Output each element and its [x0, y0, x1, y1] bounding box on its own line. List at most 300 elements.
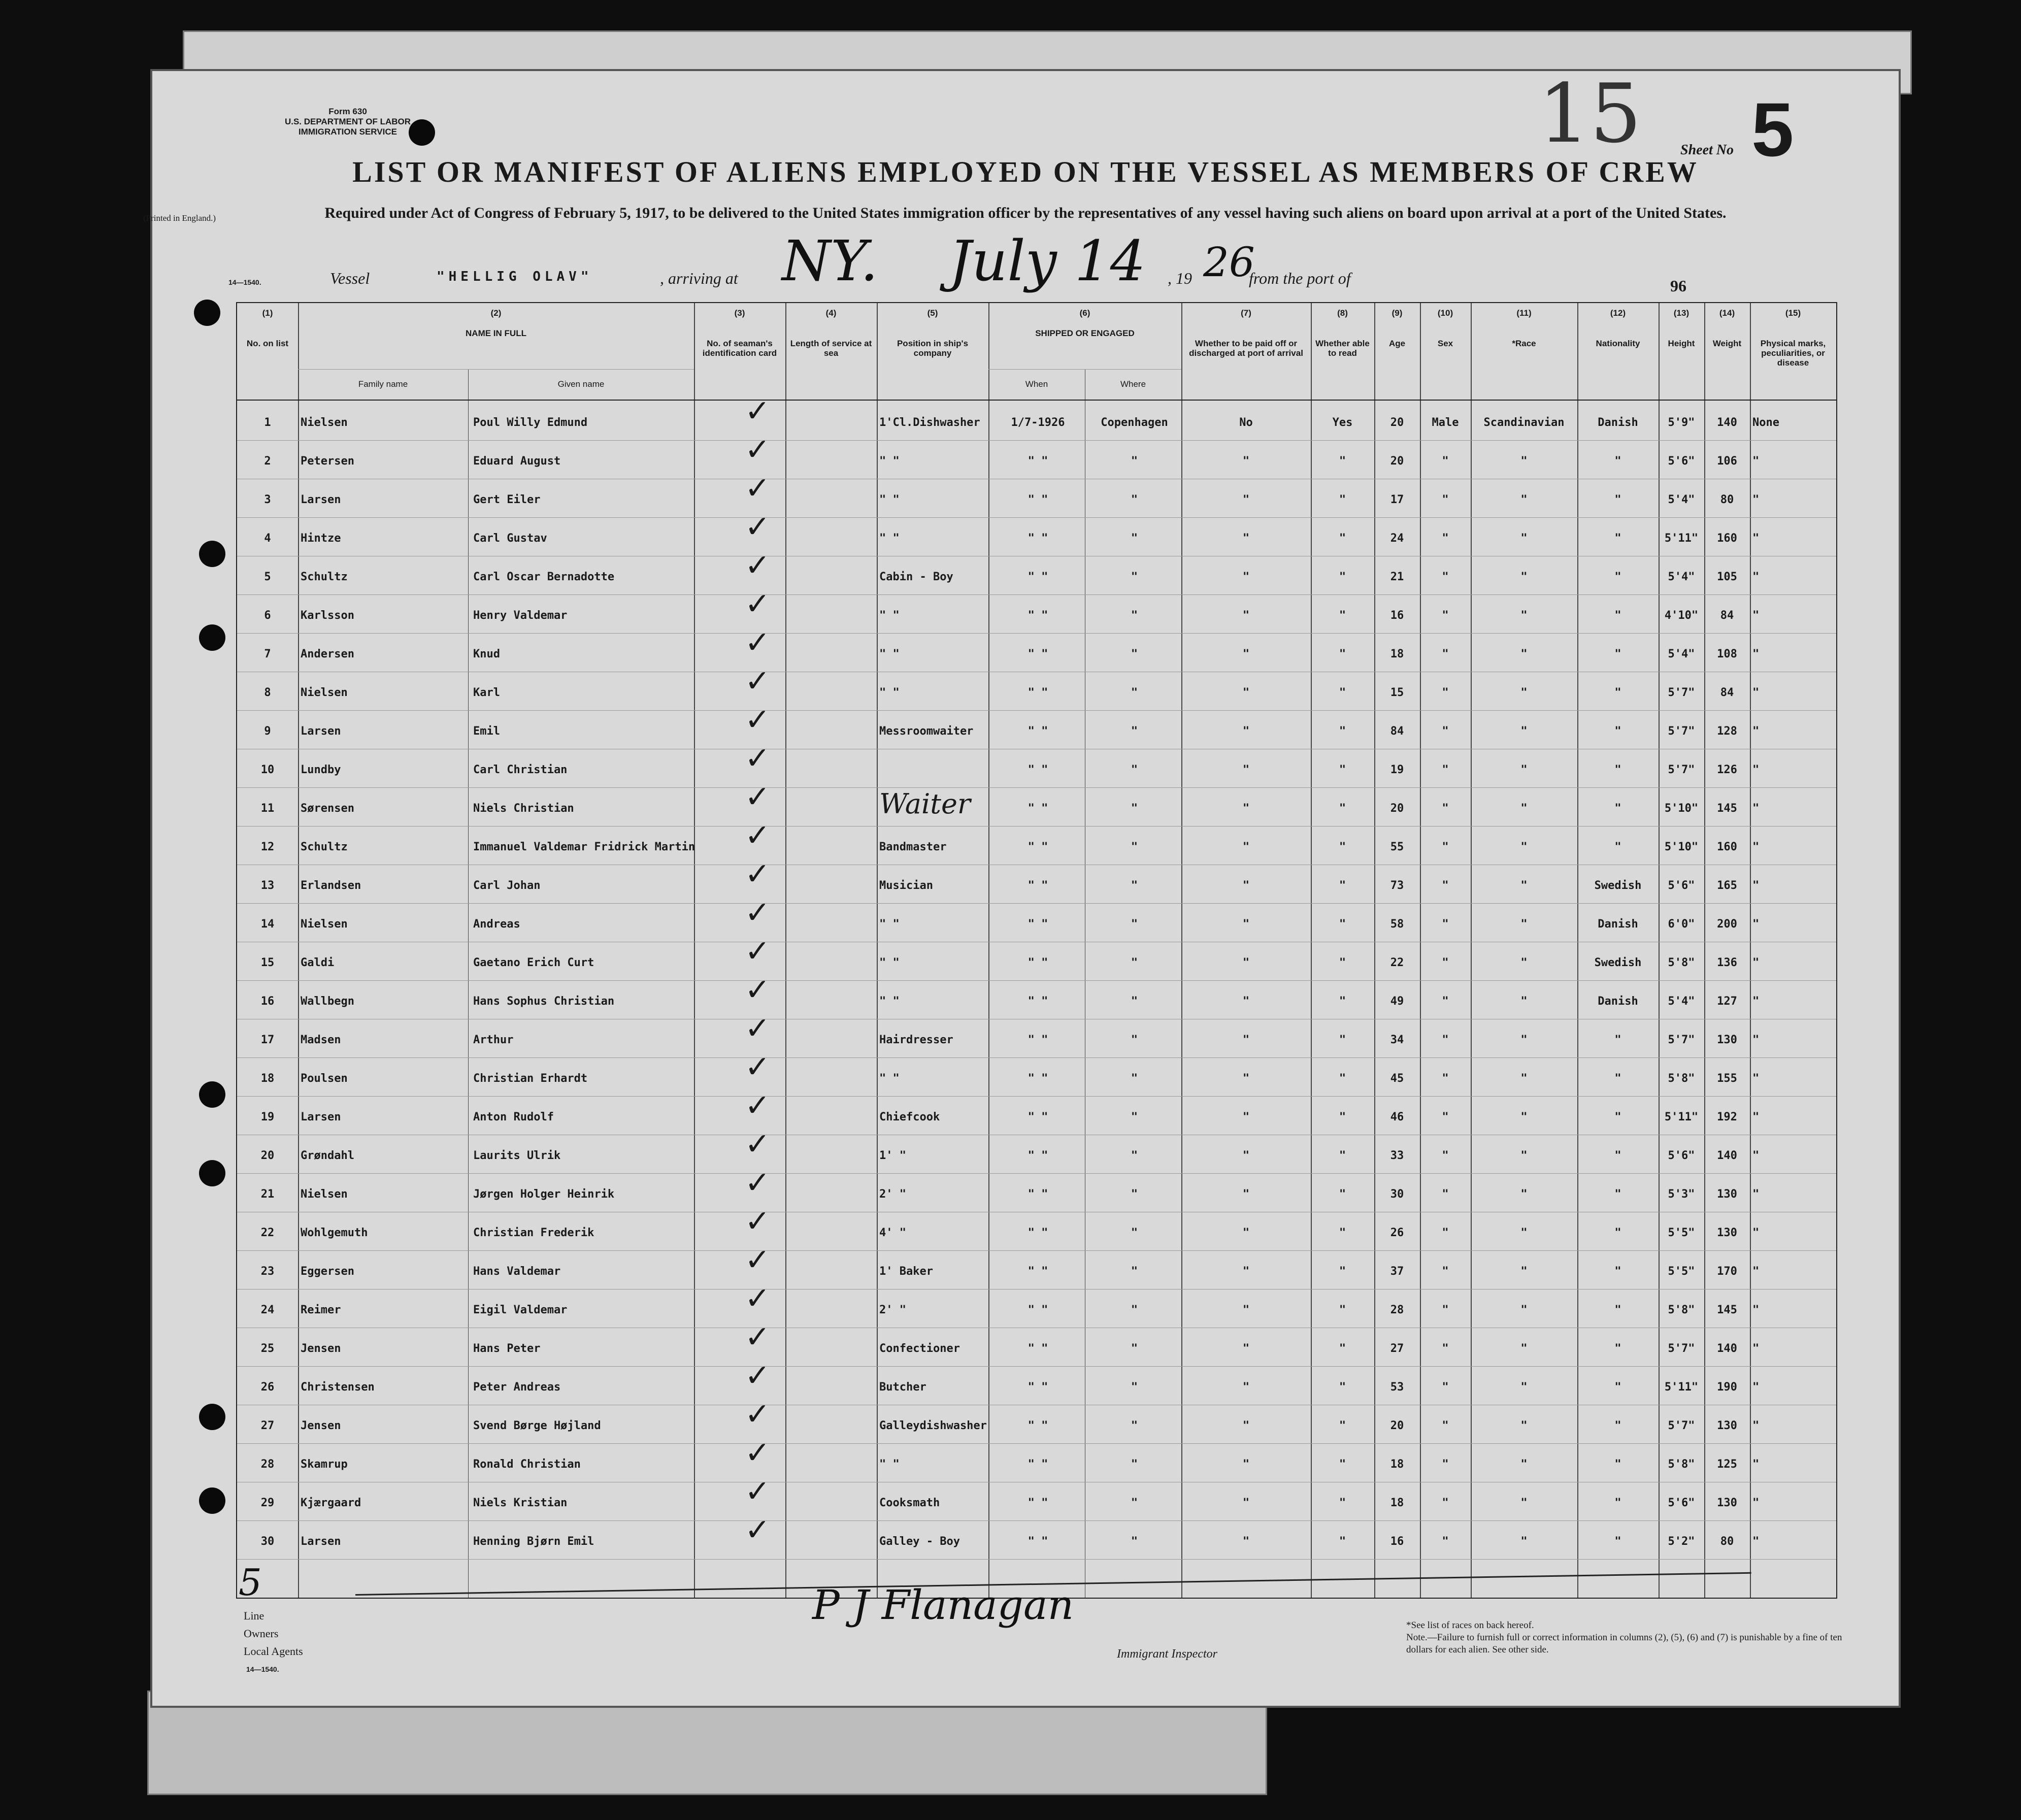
cell-nationality: " — [1614, 1149, 1621, 1162]
cell-given: Eigil Valdemar — [473, 1304, 568, 1316]
department-label: U.S. DEPARTMENT OF LABOR — [284, 117, 411, 126]
cell-where: " — [1131, 1342, 1138, 1355]
check-mark: ✓ — [745, 1242, 771, 1278]
column-subheader: Family name — [358, 379, 408, 389]
cell-sex: " — [1442, 725, 1449, 738]
cell-family: Skamrup — [301, 1458, 348, 1471]
cell-weight: 84 — [1720, 609, 1734, 622]
cell-sex: " — [1442, 1458, 1449, 1471]
cell-given: Laurits Ulrik — [473, 1149, 561, 1162]
cell-height: 5'4" — [1668, 995, 1695, 1008]
cell-age: 20 — [1390, 416, 1404, 429]
cell-race: " — [1520, 918, 1528, 931]
cell-sex: " — [1442, 1072, 1449, 1085]
table-row — [237, 432, 1836, 479]
year-handwritten: 26 — [1203, 239, 1255, 286]
cell-given: Svend Børge Højland — [473, 1419, 601, 1432]
page-subtitle: Required under Act of Congress of February 5, 1917, to be delivered to the United States immigration officer by the representatives of any vessel having such aliens on board upon arrival at a port of the United States. — [324, 205, 1727, 221]
cell-read: " — [1339, 1497, 1346, 1509]
cell-sex: " — [1442, 532, 1449, 545]
cell-nationality: " — [1614, 1458, 1621, 1471]
cell-race: " — [1520, 1535, 1528, 1548]
year-prefix: , 19 — [1168, 269, 1192, 287]
cell-age: 84 — [1390, 725, 1404, 738]
cell-position: " " — [879, 995, 900, 1008]
cell-sex: " — [1442, 1034, 1449, 1046]
cell-where: " — [1131, 841, 1138, 853]
column-number: (7) — [1241, 308, 1251, 318]
column-header: No. of seaman's identification card — [702, 339, 777, 358]
check-mark: ✓ — [745, 1049, 771, 1085]
cell-read: " — [1339, 1149, 1346, 1162]
cell-weight: 165 — [1717, 879, 1737, 892]
cell-nationality: " — [1614, 1072, 1621, 1085]
cell-family: Larsen — [301, 1111, 341, 1123]
cell-marks: " — [1752, 686, 1760, 699]
cell-age: 49 — [1390, 995, 1404, 1008]
cell-sex: " — [1442, 493, 1449, 506]
cell-position: Galley - Boy — [879, 1535, 960, 1548]
table-row — [237, 1319, 1836, 1367]
cell-nationality: " — [1614, 686, 1621, 699]
cell-sex: " — [1442, 686, 1449, 699]
cell-where: " — [1131, 956, 1138, 969]
cell-when: " " — [1028, 609, 1048, 622]
cell-weight: 128 — [1717, 725, 1737, 738]
cell-sex: " — [1442, 571, 1449, 583]
cell-family: Kjærgaard — [301, 1497, 361, 1509]
cell-family: Schultz — [301, 841, 348, 853]
cell-race: " — [1520, 841, 1528, 853]
check-mark: ✓ — [745, 1088, 771, 1123]
table-row — [237, 1474, 1836, 1521]
cell-marks: " — [1752, 648, 1760, 660]
cell-weight: 160 — [1717, 532, 1737, 545]
cell-paid-off: " — [1242, 1265, 1250, 1278]
cell-position: Confectioner — [879, 1342, 960, 1355]
column-number: (10) — [1437, 308, 1453, 318]
cell-family: Nielsen — [301, 1188, 348, 1201]
punch-hole — [199, 1081, 225, 1108]
cell-marks: " — [1752, 918, 1760, 931]
cell-no: 30 — [260, 1535, 275, 1548]
cell-marks: " — [1752, 1034, 1760, 1046]
cell-read: " — [1339, 1381, 1346, 1394]
column-number: (11) — [1516, 308, 1532, 318]
check-mark: ✓ — [745, 856, 771, 892]
cell-nationality: " — [1614, 1188, 1621, 1201]
column-header: Physical marks, peculiarities, or disease — [1760, 339, 1826, 368]
table-row — [237, 1204, 1836, 1251]
vessel-name: "HELLIG OLAV" — [437, 269, 593, 284]
cell-weight: 125 — [1717, 1458, 1737, 1471]
check-mark: ✓ — [745, 1011, 771, 1046]
cell-when: " " — [1028, 802, 1048, 815]
cell-position: " " — [879, 956, 900, 969]
cell-when: " " — [1028, 1458, 1048, 1471]
cell-no: 9 — [264, 725, 271, 738]
cell-weight: 190 — [1717, 1381, 1737, 1394]
cell-position: " " — [879, 1072, 900, 1085]
inspector-label: Immigrant Inspector — [1117, 1647, 1217, 1661]
cell-age: 37 — [1390, 1265, 1404, 1278]
cell-family: Karlsson — [301, 609, 354, 622]
cell-read: " — [1339, 1111, 1346, 1123]
cell-weight: 80 — [1720, 493, 1734, 506]
cell-sex: " — [1442, 764, 1449, 776]
cell-position: 2' " — [879, 1304, 906, 1316]
column-header: Whether to be paid off or discharged at port of arrival — [1189, 339, 1303, 358]
cell-where: " — [1131, 725, 1138, 738]
cell-weight: 145 — [1717, 802, 1737, 815]
cell-family: Wohlgemuth — [301, 1227, 368, 1239]
cell-height: 6'0" — [1668, 918, 1695, 931]
table-row — [237, 741, 1836, 788]
cell-paid-off: " — [1242, 995, 1250, 1008]
cell-height: 5'3" — [1668, 1188, 1695, 1201]
cell-nationality: Danish — [1598, 918, 1638, 931]
cell-marks: None — [1752, 416, 1779, 429]
table-row — [237, 471, 1836, 518]
vessel-label: Vessel — [330, 269, 370, 287]
cell-paid-off: " — [1242, 802, 1250, 815]
cell-weight: 130 — [1717, 1497, 1737, 1509]
cell-paid-off: " — [1242, 1111, 1250, 1123]
cell-when: " " — [1028, 841, 1048, 853]
cell-family: Jensen — [301, 1419, 341, 1432]
cell-position: " " — [879, 1458, 900, 1471]
cell-where: " — [1131, 609, 1138, 622]
cell-where: " — [1131, 1535, 1138, 1548]
cell-paid-off: " — [1242, 1535, 1250, 1548]
cell-age: 18 — [1390, 1458, 1404, 1471]
cell-race: " — [1520, 995, 1528, 1008]
cell-read: Yes — [1332, 416, 1353, 429]
cell-age: 24 — [1390, 532, 1404, 545]
cell-height: 5'4" — [1668, 493, 1695, 506]
cell-age: 73 — [1390, 879, 1404, 892]
cell-weight: 130 — [1717, 1188, 1737, 1201]
cell-position: " " — [879, 532, 900, 545]
cell-position: Chiefcook — [879, 1111, 940, 1123]
column-number: (14) — [1719, 308, 1735, 318]
cell-family: Madsen — [301, 1034, 341, 1046]
cell-height: 5'7" — [1668, 764, 1695, 776]
cell-marks: " — [1752, 532, 1760, 545]
cell-no: 22 — [260, 1227, 275, 1239]
cell-race: " — [1520, 1188, 1528, 1201]
cell-given: Gert Eiler — [473, 493, 541, 506]
cell-where: " — [1131, 1072, 1138, 1085]
cell-race: " — [1520, 1149, 1528, 1162]
table-row — [237, 1088, 1836, 1135]
cell-sex: " — [1442, 1497, 1449, 1509]
cell-race: " — [1520, 1265, 1528, 1278]
cell-given: Jørgen Holger Heinrik — [473, 1188, 615, 1201]
check-mark: ✓ — [745, 1512, 771, 1548]
cell-where: " — [1131, 802, 1138, 815]
cell-age: 17 — [1390, 493, 1404, 506]
cell-nationality: " — [1614, 1227, 1621, 1239]
cell-read: " — [1339, 725, 1346, 738]
cell-family: Schultz — [301, 571, 348, 583]
column-number: (9) — [1391, 308, 1403, 318]
cell-when: " " — [1028, 879, 1048, 892]
cell-marks: " — [1752, 1381, 1760, 1394]
cell-when: " " — [1028, 1188, 1048, 1201]
cell-paid-off: " — [1242, 1188, 1250, 1201]
cell-sex: " — [1442, 918, 1449, 931]
cell-age: 20 — [1390, 802, 1404, 815]
cell-weight: 192 — [1717, 1111, 1737, 1123]
service-label: IMMIGRATION SERVICE — [299, 127, 397, 137]
punch-hole — [199, 541, 225, 567]
cell-height: 5'2" — [1668, 1535, 1695, 1548]
cell-marks: " — [1752, 1535, 1760, 1548]
stamp-number: 96 — [1670, 277, 1686, 295]
cell-sex: " — [1442, 1535, 1449, 1548]
table-row — [237, 1435, 1836, 1482]
cell-family: Grøndahl — [301, 1149, 354, 1162]
cell-no: 4 — [264, 532, 271, 545]
check-mark: ✓ — [745, 664, 771, 699]
cell-position: 2' " — [879, 1188, 906, 1201]
cell-race: " — [1520, 609, 1528, 622]
table-row — [237, 934, 1836, 981]
cell-marks: " — [1752, 1304, 1760, 1316]
form-label: Form 630 — [328, 107, 367, 116]
arrival-handwritten: NY. July 14 — [782, 228, 1146, 293]
cell-race: " — [1520, 1342, 1528, 1355]
cell-age: 21 — [1390, 571, 1404, 583]
local-agents-label: Local Agents — [244, 1645, 303, 1658]
check-mark: ✓ — [745, 934, 771, 969]
cell-marks: " — [1752, 455, 1760, 468]
cell-when: " " — [1028, 1497, 1048, 1509]
cell-family: Andersen — [301, 648, 354, 660]
cell-height: 5'8" — [1668, 1458, 1695, 1471]
column-number: (6) — [1079, 308, 1090, 318]
cell-sex: " — [1442, 1111, 1449, 1123]
cell-race: " — [1520, 1072, 1528, 1085]
cell-age: 30 — [1390, 1188, 1404, 1201]
cell-marks: " — [1752, 1072, 1760, 1085]
cell-position: " " — [879, 918, 900, 931]
cell-when: " " — [1028, 1034, 1048, 1046]
cell-given: Ronald Christian — [473, 1458, 581, 1471]
cell-given: Hans Peter — [473, 1342, 541, 1355]
cell-paid-off: " — [1242, 1304, 1250, 1316]
cell-family: Reimer — [301, 1304, 341, 1316]
cell-weight: 108 — [1717, 648, 1737, 660]
cell-read: " — [1339, 1034, 1346, 1046]
cell-race: " — [1520, 1458, 1528, 1471]
cell-read: " — [1339, 1458, 1346, 1471]
cell-no: 17 — [260, 1034, 275, 1046]
cell-when: " " — [1028, 1381, 1048, 1394]
cell-paid-off: " — [1242, 686, 1250, 699]
cell-weight: 105 — [1717, 571, 1737, 583]
cell-race: " — [1520, 1497, 1528, 1509]
cell-height: 5'6" — [1668, 1497, 1695, 1509]
cell-family: Galdi — [301, 956, 335, 969]
cell-family: Eggersen — [301, 1265, 354, 1278]
count-handwritten: 5 — [239, 1561, 262, 1604]
back-sheet-bottom — [147, 1691, 1267, 1795]
cell-sex: " — [1442, 995, 1449, 1008]
cell-position: Cooksmath — [879, 1497, 940, 1509]
cell-no: 12 — [260, 841, 275, 853]
cell-no: 6 — [264, 609, 271, 622]
check-mark: ✓ — [745, 548, 771, 583]
cell-given: Poul Willy Edmund — [473, 416, 588, 429]
cell-given: Emil — [473, 725, 500, 738]
column-header: Weight — [1712, 339, 1742, 348]
cell-given: Hans Valdemar — [473, 1265, 561, 1278]
cell-marks: " — [1752, 1342, 1760, 1355]
cell-when: " " — [1028, 571, 1048, 583]
line-label: Line — [244, 1609, 264, 1622]
cell-height: 5'6" — [1668, 455, 1695, 468]
cell-paid-off: " — [1242, 1227, 1250, 1239]
cell-nationality: " — [1614, 1381, 1621, 1394]
cell-no: 25 — [260, 1342, 275, 1355]
column-number: (4) — [825, 308, 837, 318]
cell-given: Henry Valdemar — [473, 609, 568, 622]
cell-race: " — [1520, 802, 1528, 815]
column-subheader: Given name — [557, 379, 605, 389]
cell-weight: 140 — [1717, 1149, 1737, 1162]
check-mark: ✓ — [745, 1204, 771, 1239]
check-mark: ✓ — [745, 1435, 771, 1471]
cell-family: Nielsen — [301, 416, 348, 429]
form-heading — [195, 107, 500, 137]
table-row — [237, 1127, 1836, 1174]
cell-nationality: " — [1614, 1535, 1621, 1548]
column-number: (12) — [1610, 308, 1626, 318]
cell-when: " " — [1028, 1342, 1048, 1355]
table-row — [237, 856, 1836, 904]
table-row — [237, 1011, 1836, 1058]
cell-nationality: " — [1614, 764, 1621, 776]
column-number: (1) — [262, 308, 273, 318]
cell-position: 1'Cl.Dishwasher — [879, 416, 980, 429]
column-subheader: Where — [1120, 379, 1146, 389]
cell-no: 23 — [260, 1265, 275, 1278]
cell-family: Wallbegn — [301, 995, 354, 1008]
cell-race: " — [1520, 1034, 1528, 1046]
cell-paid-off: " — [1242, 609, 1250, 622]
cell-when: " " — [1028, 1419, 1048, 1432]
cell-height: 5'8" — [1668, 956, 1695, 969]
owners-label: Owners — [244, 1627, 279, 1640]
cell-age: 58 — [1390, 918, 1404, 931]
cell-paid-off: " — [1242, 1458, 1250, 1471]
cell-where: " — [1131, 918, 1138, 931]
cell-position: 1' " — [879, 1149, 906, 1162]
cell-no: 14 — [260, 918, 275, 931]
cell-race: " — [1520, 1227, 1528, 1239]
table-row — [237, 1512, 1836, 1560]
column-header: Age — [1388, 339, 1406, 348]
cell-race: Scandinavian — [1483, 416, 1565, 429]
cell-age: 20 — [1390, 455, 1404, 468]
check-mark: ✓ — [745, 509, 771, 545]
cell-sex: " — [1442, 1304, 1449, 1316]
cell-weight: 155 — [1717, 1072, 1737, 1085]
cell-weight: 127 — [1717, 995, 1737, 1008]
cell-read: " — [1339, 532, 1346, 545]
cell-nationality: " — [1614, 1342, 1621, 1355]
cell-nationality: Swedish — [1594, 956, 1642, 969]
cell-given: Carl Christian — [473, 764, 568, 776]
cell-given: Carl Gustav — [473, 532, 547, 545]
cell-age: 16 — [1390, 1535, 1404, 1548]
check-mark: ✓ — [745, 393, 771, 429]
cell-given: Niels Christian — [473, 802, 574, 815]
cell-no: 29 — [260, 1497, 275, 1509]
table-row — [237, 625, 1836, 672]
cell-family: Larsen — [301, 493, 341, 506]
cell-when: 1/7-1926 — [1011, 416, 1065, 429]
table-row — [237, 818, 1836, 865]
cell-height: 5'7" — [1668, 1419, 1695, 1432]
cell-given: Andreas — [473, 918, 520, 931]
cell-family: Larsen — [301, 1535, 341, 1548]
cell-paid-off: " — [1242, 764, 1250, 776]
cell-marks: " — [1752, 609, 1760, 622]
cell-nationality: " — [1614, 725, 1621, 738]
cell-sex: " — [1442, 648, 1449, 660]
cell-race: " — [1520, 1419, 1528, 1432]
check-mark: ✓ — [745, 1397, 771, 1432]
cell-when: " " — [1028, 532, 1048, 545]
cell-weight: 140 — [1717, 1342, 1737, 1355]
cell-race: " — [1520, 1111, 1528, 1123]
cell-where: " — [1131, 571, 1138, 583]
cell-height: 5'11" — [1664, 1381, 1699, 1394]
cell-no: 19 — [260, 1111, 275, 1123]
cell-nationality: " — [1614, 1265, 1621, 1278]
cell-nationality: Danish — [1598, 416, 1638, 429]
cell-where: " — [1131, 1419, 1138, 1432]
cell-race: " — [1520, 1304, 1528, 1316]
cell-no: 5 — [264, 571, 271, 583]
cell-weight: 130 — [1717, 1227, 1737, 1239]
column-header: Length of service at sea — [790, 339, 872, 358]
cell-nationality: " — [1614, 493, 1621, 506]
inspector-signature: P J Flanagan — [812, 1581, 1074, 1629]
cell-given: Carl Johan — [473, 879, 541, 892]
cell-age: 20 — [1390, 1419, 1404, 1432]
cell-marks: " — [1752, 879, 1760, 892]
cell-no: 20 — [260, 1149, 275, 1162]
cell-read: " — [1339, 1227, 1346, 1239]
cell-paid-off: No — [1239, 416, 1253, 429]
cell-given: Niels Kristian — [473, 1497, 568, 1509]
table-row — [237, 1242, 1836, 1289]
column-header: No. on list — [246, 339, 289, 348]
cell-race: " — [1520, 1381, 1528, 1394]
cell-height: 5'4" — [1668, 571, 1695, 583]
check-mark: ✓ — [745, 818, 771, 853]
cell-where: " — [1131, 1034, 1138, 1046]
table-row — [237, 895, 1836, 942]
punch-hole — [194, 300, 220, 326]
cell-position: Messroomwaiter — [879, 725, 974, 738]
cell-race: " — [1520, 686, 1528, 699]
cell-nationality: " — [1614, 802, 1621, 815]
